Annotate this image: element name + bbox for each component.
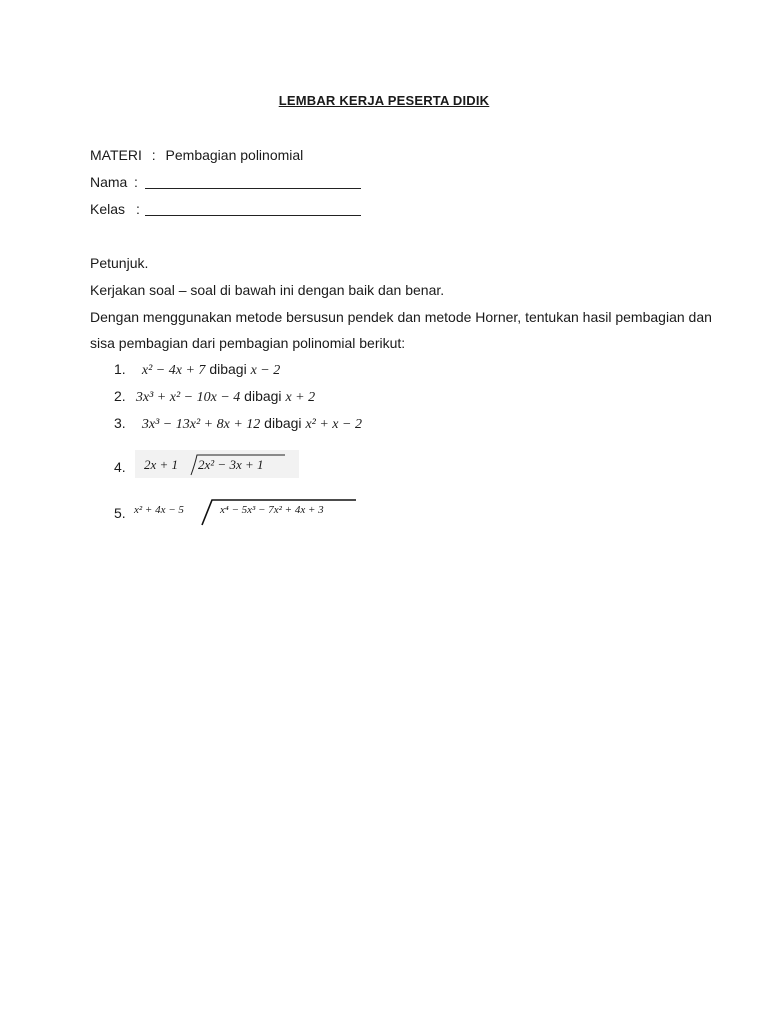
instructions-line-3: sisa pembagian dari pembagian polinomial berikut: xyxy=(90,335,406,351)
problem-2 xyxy=(114,387,315,407)
kelas-colon: : xyxy=(136,201,140,217)
kelas-label: Kelas xyxy=(90,201,126,217)
problem-number: 2. xyxy=(114,388,126,404)
kelas-blank-line[interactable] xyxy=(145,215,361,216)
materi-label: MATERI xyxy=(90,147,142,163)
problem-number: 3. xyxy=(114,415,126,431)
problem-divisor: x² + x − 2 xyxy=(305,417,362,432)
problem-5-dividend: x⁴ − 5x³ − 7x² + 4x + 3 xyxy=(220,504,324,516)
materi-colon: : xyxy=(151,147,156,163)
instructions-line-1: Kerjakan soal – soal di bawah ini dengan baik dan benar. xyxy=(90,282,445,298)
problem-5-divisor: x² + 4x − 5 xyxy=(134,504,184,516)
problem-dividend: 3x³ − 13x² + 8x + 12 xyxy=(141,417,261,432)
instructions-line-2: Dengan menggunakan metode bersusun pendek dan metode Horner, tentukan hasil pembagian dan xyxy=(90,309,712,325)
problem-dividend: x² − 4x + 7 xyxy=(141,363,206,378)
materi-value: Pembagian polinomial xyxy=(165,147,304,163)
problem-dividend: 3x³ + x² − 10x − 4 xyxy=(135,390,241,405)
nama-row xyxy=(90,173,138,191)
problem-word: dibagi xyxy=(209,361,247,377)
nama-blank-line[interactable] xyxy=(145,188,361,189)
problem-word: dibagi xyxy=(244,388,282,404)
problem-divisor: x − 2 xyxy=(250,363,281,378)
problem-4-number: 4. xyxy=(114,459,126,475)
problem-word: dibagi xyxy=(264,415,302,431)
kelas-row xyxy=(90,200,140,218)
problem-3 xyxy=(114,414,362,434)
problem-4-divisor: 2x + 1 xyxy=(144,457,179,472)
nama-label: Nama xyxy=(90,174,128,190)
problem-number: 1. xyxy=(114,361,126,377)
problem-5-number: 5. xyxy=(114,505,126,521)
problem-4-long-division xyxy=(135,450,299,478)
problem-4-dividend: 2x² − 3x + 1 xyxy=(198,457,264,472)
problem-divisor: x + 2 xyxy=(285,390,316,405)
problem-5-long-division xyxy=(134,497,364,527)
materi-row xyxy=(90,146,303,164)
instructions-heading: Petunjuk. xyxy=(90,255,149,271)
problem-1 xyxy=(114,360,280,380)
nama-colon: : xyxy=(134,174,138,190)
page-title: LEMBAR KERJA PESERTA DIDIK xyxy=(278,93,490,108)
